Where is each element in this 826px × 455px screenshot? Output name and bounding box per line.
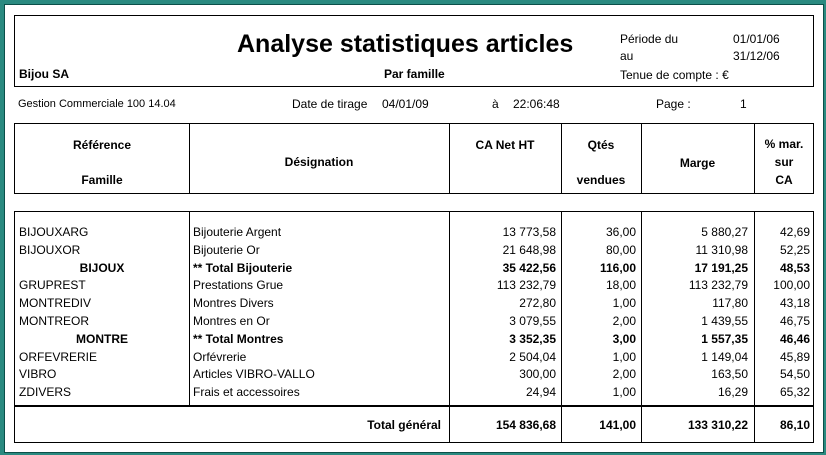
total-qte: 141,00 <box>599 418 636 432</box>
row-pct: 54,50 <box>779 367 810 382</box>
page-number: 1 <box>740 97 747 111</box>
row-reference: ORFEVRERIE <box>19 349 98 364</box>
row-marge: 113 232,79 <box>688 278 748 293</box>
row-reference: GRUPREST <box>19 278 86 293</box>
print-date: 04/01/09 <box>382 97 429 111</box>
row-designation: Orfévrerie <box>193 349 247 364</box>
row-designation: ** Total Montres <box>193 331 284 346</box>
header-marge: Marge <box>679 156 716 170</box>
header-pct-2: sur <box>774 155 794 169</box>
table-row <box>15 350 813 366</box>
page-label: Page : <box>656 97 691 111</box>
table-row <box>15 385 813 401</box>
header-qtes: Qtés <box>587 138 615 152</box>
period-label: Période du <box>620 32 679 46</box>
row-qte: 2,00 <box>612 314 636 328</box>
row-reference: ZDIVERS <box>19 385 72 400</box>
column-headers <box>14 123 814 194</box>
row-ca: 3 079,55 <box>509 314 556 328</box>
row-reference: BIJOUXARG <box>19 225 89 239</box>
header-designation: Désignation <box>284 155 354 169</box>
row-qte: 2,00 <box>612 367 636 382</box>
header-reference: Référence <box>72 138 132 152</box>
row-reference: BIJOUX <box>79 260 125 275</box>
row-marge: 117,80 <box>712 296 748 311</box>
row-qte: 1,00 <box>612 349 636 364</box>
period-to-label: au <box>620 49 634 63</box>
header-pct-3: CA <box>775 173 793 187</box>
row-pct: 45,89 <box>779 349 810 364</box>
data-table <box>14 211 814 406</box>
row-pct: 43,18 <box>779 296 810 311</box>
header-pct-1: % mar. <box>764 137 804 151</box>
print-date-label: Date de tirage <box>292 97 368 111</box>
report-subtitle: Par famille <box>384 67 445 81</box>
row-ca: 272,80 <box>519 296 556 311</box>
print-time: 22:06:48 <box>513 97 560 111</box>
row-qte: 36,00 <box>605 225 636 239</box>
row-pct: 48,53 <box>779 260 810 275</box>
row-ca: 113 232,79 <box>496 278 556 293</box>
period-from: 01/01/06 <box>733 32 780 46</box>
row-marge: 1 557,35 <box>701 331 748 346</box>
row-marge: 17 191,25 <box>694 260 748 275</box>
software-version: Gestion Commerciale 100 14.04 <box>18 98 176 110</box>
report-title: Analyse statistiques articles <box>237 30 574 58</box>
row-reference: MONTREOR <box>19 314 89 328</box>
report-header <box>14 15 814 87</box>
row-marge: 1 149,04 <box>701 349 748 364</box>
table-row <box>15 243 813 259</box>
row-pct: 100,00 <box>773 278 810 293</box>
row-reference: VIBRO <box>19 367 57 382</box>
report-page <box>4 4 824 453</box>
row-ca: 21 648,98 <box>502 242 556 257</box>
total-ca: 154 836,68 <box>495 418 556 432</box>
row-ca: 300,00 <box>519 367 556 382</box>
currency-label: Tenue de compte : € <box>620 68 729 82</box>
total-row <box>14 406 814 443</box>
row-ca: 24,94 <box>525 385 556 400</box>
row-designation: Prestations Grue <box>193 278 284 293</box>
period-to: 31/12/06 <box>733 49 780 63</box>
row-pct: 42,69 <box>779 225 810 239</box>
time-label: à <box>492 97 499 111</box>
table-row-subtotal <box>15 332 813 348</box>
row-designation: Montres en Or <box>193 314 270 328</box>
company-name: Bijou SA <box>19 67 69 81</box>
total-marge: 133 310,22 <box>687 418 748 432</box>
row-designation: ** Total Bijouterie <box>193 260 293 275</box>
row-marge: 1 439,55 <box>701 314 748 328</box>
row-marge: 11 310,98 <box>695 242 748 257</box>
header-ca: CA Net HT <box>475 138 535 152</box>
row-designation: Bijouterie Or <box>193 242 260 257</box>
row-qte: 3,00 <box>612 331 636 346</box>
row-qte: 1,00 <box>612 296 636 311</box>
row-pct: 46,75 <box>779 314 810 328</box>
row-qte: 18,00 <box>605 278 636 293</box>
row-reference: MONTREDIV <box>19 296 91 311</box>
row-reference: MONTRE <box>76 331 128 346</box>
header-famille: Famille <box>81 173 123 187</box>
total-pct: 86,10 <box>779 418 810 432</box>
table-row <box>15 296 813 312</box>
header-vendues: vendues <box>576 173 626 187</box>
table-row <box>15 367 813 383</box>
row-pct: 52,25 <box>779 242 810 257</box>
table-row <box>15 278 813 294</box>
table-row-subtotal <box>15 261 813 277</box>
row-pct: 46,46 <box>779 331 810 346</box>
row-qte: 1,00 <box>612 385 636 400</box>
row-ca: 35 422,56 <box>502 260 556 275</box>
row-designation: Montres Divers <box>193 296 274 311</box>
row-designation: Articles VIBRO-VALLO <box>193 367 315 382</box>
row-ca: 13 773,58 <box>502 225 556 239</box>
row-qte: 116,00 <box>599 260 636 275</box>
row-pct: 65,32 <box>779 385 810 400</box>
row-marge: 163,50 <box>711 367 748 382</box>
total-label: Total général <box>367 418 441 432</box>
row-marge: 5 880,27 <box>701 225 748 239</box>
row-designation: Bijouterie Argent <box>193 225 282 239</box>
row-ca: 3 352,35 <box>509 331 556 346</box>
row-designation: Frais et accessoires <box>193 385 300 400</box>
row-marge: 16,29 <box>717 385 748 400</box>
table-row <box>15 314 813 330</box>
row-reference: BIJOUXOR <box>19 242 81 257</box>
row-qte: 80,00 <box>605 242 636 257</box>
row-ca: 2 504,04 <box>509 349 556 364</box>
table-row <box>15 225 813 241</box>
